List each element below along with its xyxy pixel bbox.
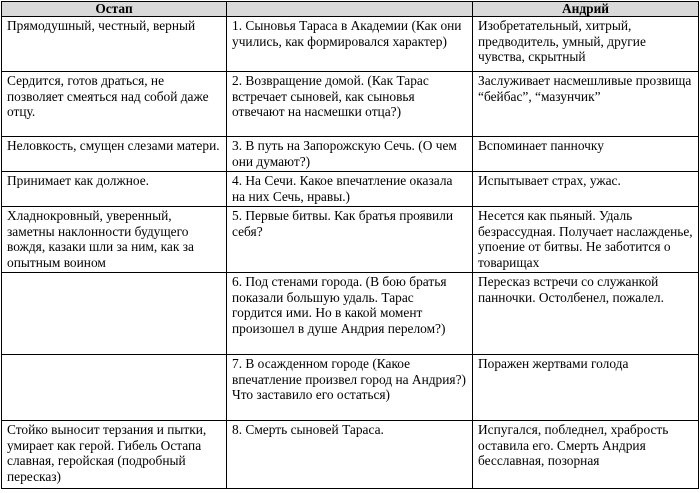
- ostap-cell: Стойко выносит терзания и пытки, умирает как герой. Гибель Остапа славная, геройская (подробный пересказ): [2, 421, 227, 489]
- table-row: [2, 273, 699, 355]
- ostap-cell: [2, 273, 227, 355]
- stage-cell: 7. В осажденном городе (Какое впечатление произвел город на Андрия?) Что заставило его остаться): [227, 355, 473, 421]
- table-row: [2, 72, 699, 137]
- stage-cell: 6. Под стенами города. (В бою братья показали большую удаль. Тарас гордится ими. Но в какой момент произошел в душе Андрия перелом?): [227, 273, 473, 355]
- ostap-cell: Хладнокровный, уверенный, заметны наклонности будущего вождя, казаки шли за ним, как за опытным воином: [2, 207, 227, 273]
- andriy-cell: Заслуживает насмешливые прозвища “бейбас”, “мазунчик”: [473, 72, 699, 137]
- header-ostap: Остап: [2, 2, 227, 17]
- stage-cell: 1. Сыновья Тараса в Академии (Как они учились, как формировался характер): [227, 17, 473, 72]
- stage-cell: 5. Первые битвы. Как братья проявили себя?: [227, 207, 473, 273]
- stage-cell: 4. На Сечи. Какое впечатление оказала на них Сечь, нравы.): [227, 172, 473, 207]
- andriy-cell: Несется как пьяный. Удаль безрассудная. Получает наслажденье, упоение от битвы. Не заботится о товарищах: [473, 207, 699, 273]
- ostap-cell: Сердится, готов драться, не позволяет смеяться над собой даже отцу.: [2, 72, 227, 137]
- ostap-cell: Принимает как должное.: [2, 172, 227, 207]
- ostap-cell: [2, 355, 227, 421]
- andriy-cell: Изобретательный, хитрый, предводитель, умный, другие чувства, скрытный: [473, 17, 699, 72]
- table-row: [2, 17, 699, 72]
- table-row: [2, 172, 699, 207]
- table-row: [2, 355, 699, 421]
- ostap-cell: Неловкость, смущен слезами матери.: [2, 137, 227, 172]
- header-row: [2, 2, 699, 17]
- table-row: [2, 207, 699, 273]
- table-row: [2, 137, 699, 172]
- andriy-cell: Вспоминает панночку: [473, 137, 699, 172]
- stage-cell: 8. Смерть сыновей Тараса.: [227, 421, 473, 489]
- comparison-table: [1, 1, 699, 489]
- stage-cell: 3. В путь на Запорожскую Сечь. (О чем они думают?): [227, 137, 473, 172]
- ostap-cell: Прямодушный, честный, верный: [2, 17, 227, 72]
- header-andriy: Андрий: [473, 2, 699, 17]
- andriy-cell: Испугался, побледнел, храбрость оставила его. Смерть Андрия бесславная, позорная: [473, 421, 699, 489]
- stage-cell: 2. Возвращение домой. (Как Тарас встречает сыновей, как сыновья отвечают на насмешки отца?): [227, 72, 473, 137]
- andriy-cell: Поражен жертвами голода: [473, 355, 699, 421]
- table-row: [2, 421, 699, 489]
- andriy-cell: Пересказ встречи со служанкой панночки. Остолбенел, пожалел.: [473, 273, 699, 355]
- andriy-cell: Испытывает страх, ужас.: [473, 172, 699, 207]
- header-middle: [227, 2, 473, 17]
